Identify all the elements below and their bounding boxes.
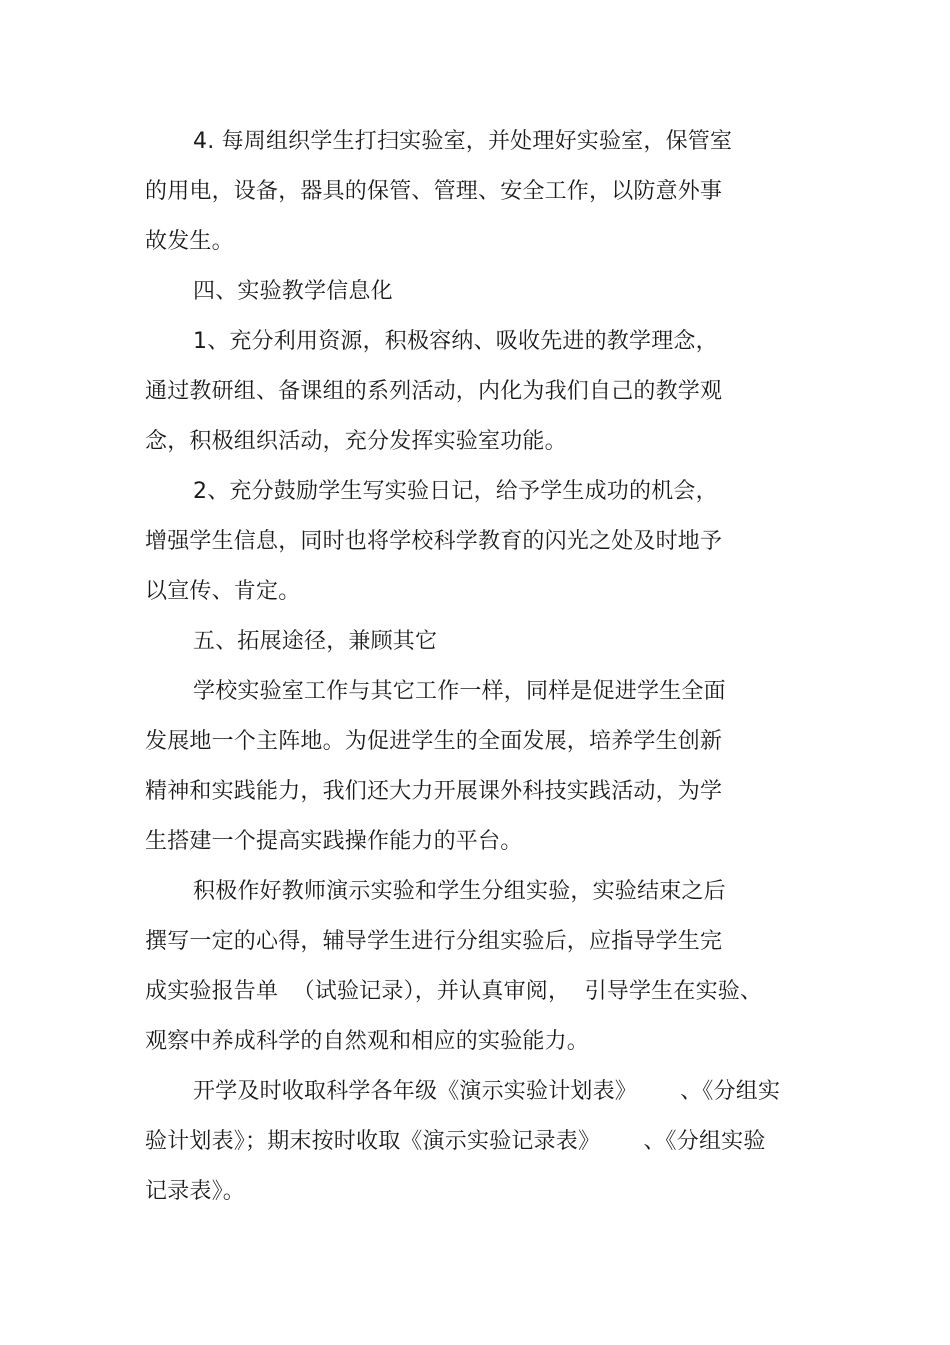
paragraph-line: 积极作好教师演示实验和学生分组实验，实验结束之后 xyxy=(193,879,726,904)
paragraph-line: 发展地一个主阵地。为促进学生的全面发展，培养学生创新 xyxy=(145,729,723,754)
paragraph-line: 增强学生信息，同时也将学校科学教育的闪光之处及时地予 xyxy=(145,529,723,554)
paragraph-line: 2、充分鼓励学生写实验日记，给予学生成功的机会， xyxy=(193,479,718,504)
paragraph-line: 开学及时收取科学各年级《演示实验计划表》 、《分组实 xyxy=(193,1079,781,1104)
paragraph-line: 生搭建一个提高实践操作能力的平台。 xyxy=(145,829,523,854)
paragraph-line: 精神和实践能力，我们还大力开展课外科技实践活动，为学 xyxy=(145,779,723,804)
paragraph-line: 1、充分利用资源，积极容纳、吸收先进的教学理念， xyxy=(193,329,718,354)
paragraph-line: 故发生。 xyxy=(145,229,234,254)
paragraph-line: 通过教研组、备课组的系列活动，内化为我们自己的教学观 xyxy=(145,379,723,404)
paragraph-line: 观察中养成科学的自然观和相应的实验能力。 xyxy=(145,1029,590,1054)
section-heading: 四、实验教学信息化 xyxy=(193,279,393,304)
section-heading: 五、拓展途径，兼顾其它 xyxy=(193,629,438,654)
paragraph-line: 撰写一定的心得，辅导学生进行分组实验后，应指导学生完 xyxy=(145,929,723,954)
paragraph-line: 验计划表》；期末按时收取《演示实验记录表》 、《分组实验 xyxy=(145,1129,766,1154)
paragraph-line: 成实验报告单 （试验记录），并认真审阅， 引导学生在实验、 xyxy=(145,979,763,1004)
paragraph-line: 的用电，设备，器具的保管、管理、安全工作，以防意外事 xyxy=(145,179,723,204)
paragraph-line: 4. 每周组织学生打扫实验室，并处理好实验室，保管室 xyxy=(193,129,733,154)
paragraph-line: 念，积极组织活动，充分发挥实验室功能。 xyxy=(145,429,567,454)
paragraph-line: 记录表》。 xyxy=(145,1179,246,1204)
paragraph-line: 学校实验室工作与其它工作一样，同样是促进学生全面 xyxy=(193,679,726,704)
paragraph-line: 以宣传、肯定。 xyxy=(145,579,301,604)
